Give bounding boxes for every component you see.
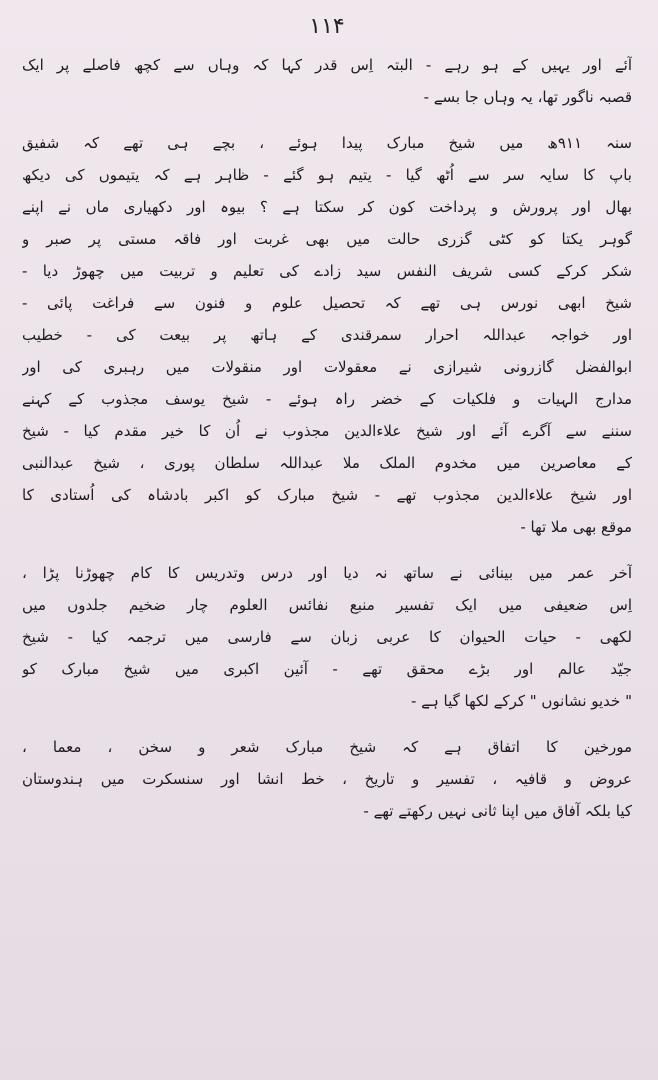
text-line: عروض و قافیہ ، تفسیر و تاریخ ، خط انشا اور سنسکرت میں ہندوستان <box>22 770 632 788</box>
text-line: اور شیخ علاءالدین مجذوب تھے - شیخ مبارک کو اکبر بادشاہ کی اُستادی کا <box>22 486 632 504</box>
text-line: شیخ ابھی نورس ہی تھے کہ تحصیل علوم و فنون سے فراغت پائی - <box>22 294 632 312</box>
body-text <box>22 49 632 827</box>
text-line: مورخین کا اتفاق ہے کہ شیخ مبارک شعر و سخن ، معما ، <box>22 738 632 756</box>
text-line: جیّد عالم اور بڑے محقق تھے - آئین اکبری میں شیخ مبارک کو <box>22 660 632 678</box>
text-line: لکھی - حیات الحیوان کا عربی زبان سے فارسی میں ترجمہ کیا - شیخ <box>22 628 632 646</box>
text-line: ابوالفضل گازرونی شیرازی نے معقولات اور منقولات میں رہبری کی اور <box>22 358 632 376</box>
text-line: موقع بھی ملا تھا - <box>520 518 632 536</box>
text-line: سننے سے آگرے آئے اور شیخ علاءالدین مجذوب نے اُن کا خیر مقدم کیا - شیخ <box>22 422 632 440</box>
text-line: مدارج الہیات و فلکیات کے خضر راہ ہوئے - شیخ یوسف مجذوب کے کہنے <box>22 390 632 408</box>
text-line: کیا بلکہ آفاق میں اپنا ثانی نہیں رکھتے تھے - <box>363 802 632 820</box>
text-line: آئے اور یہیں کے ہو رہے - البتہ اِس قدر کہا کہ وہاں سے کچھ فاصلے پر ایک <box>22 56 632 74</box>
text-line: سنہ ۹۱۱ھ میں شیخ مبارک پیدا ہوئے ، بچے ہی تھے کہ شفیق <box>22 134 632 152</box>
text-line: باپ کا سایہ سر سے اُٹھ گیا - یتیم ہو گئے - ظاہر ہے کہ یتیموں کی دیکھ <box>22 166 632 184</box>
text-line: اور خواجہ عبداللہ احرار سمرقندی کے ہاتھ پر بیعت کی - خطیب <box>22 326 632 344</box>
text-line: بھال اور پرورش و پرداخت کون کر سکتا ہے ؟ بیوہ اور دکھیاری ماں نے اپنے <box>22 198 632 216</box>
text-line: قصبہ ناگور تھا، یہ وہاں جا بسے - <box>423 88 632 106</box>
text-line: گوہر یکتا کو کٹی گزری حالت میں بھی غربت اور فاقہ مستی پر صبر و <box>22 230 632 248</box>
page-number: ۱۱۴ <box>309 14 345 39</box>
text-line: " خدیو نشانوں " کرکے لکھا گیا ہے - <box>411 692 632 710</box>
paragraph <box>22 49 632 113</box>
text-line: اِس ضعیفی میں ایک تفسیر منبع نفائس العلوم چار ضخیم جلدوں میں <box>22 596 632 614</box>
text-line: آخر عمر میں بینائی نے ساتھ نہ دیا اور درس وتدریس کا کام چھوڑنا پڑا ، <box>22 564 632 582</box>
paragraph <box>22 557 632 717</box>
paragraph <box>22 127 632 543</box>
text-line: کے معاصرین میں مخدوم الملک ملا عبداللہ سلطان پوری ، شیخ عبدالنبی <box>22 454 632 472</box>
text-line: شکر کرکے کسی شریف النفس سید زادے کی تعلیم و تربیت میں چھوڑ دیا - <box>22 262 632 280</box>
paragraph <box>22 731 632 827</box>
